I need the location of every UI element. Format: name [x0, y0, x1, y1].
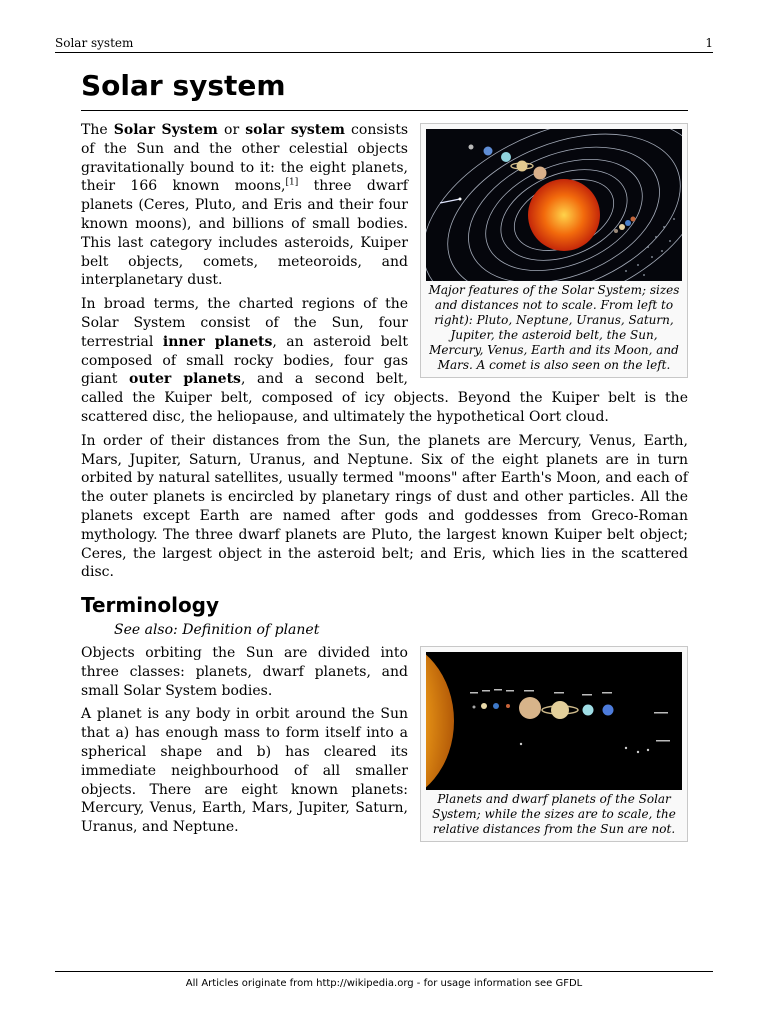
reference-link[interactable]: [1]	[285, 177, 299, 188]
running-header	[55, 35, 713, 53]
section-heading-terminology: Terminology	[81, 593, 220, 618]
figure-caption: Major features of the Solar System; sizes and distances not to scale. From left to right): Pluto, Neptune, Uranus, Saturn, Jupiter, the asteroid belt, the Sun, Mercury, Venus, Earth and its Moon, and Mars. A comet is also seen on the left.	[428, 283, 680, 372]
solar-system-image[interactable]	[426, 129, 682, 281]
article-body	[81, 121, 688, 848]
terminology-paragraph-1: Objects orbiting the Sun are divided into three classes: planets, dwarf planets, and small Solar System bodies.	[81, 644, 408, 699]
intro-paragraph-1: The Solar System or solar system consists of the Sun and the other celestial objects gravitationally bound to it: the eight planets, their 166 known moons,[1] three dwarf planets (Ceres, Pluto, and Eris and their four known moons), and billions of small bodies. This last category includes asteroids, Kuiper belt objects, comets, meteoroids, and interplanetary dust.	[81, 122, 409, 289]
running-header-title: Solar system	[55, 36, 134, 50]
figure-caption: Planets and dwarf planets of the Solar System; while the sizes are to scale, the relative distances from the Sun are not.	[432, 791, 676, 836]
footer-note: All Articles originate from http://wikipedia.org - for usage information see GFDL	[185, 978, 583, 989]
planets-image[interactable]	[426, 652, 682, 790]
footer-divider	[55, 971, 713, 972]
page-number: 1	[705, 36, 713, 50]
terminology-paragraph-2: A planet is any body in orbit around the Sun that a) has enough mass to form itself into a spherical shape and b) has cleared its immediate neighbourhood of all smaller objects. There are eight known planets: Mercury, Venus, Earth, Mars, Jupiter, Saturn, Uranus, and Neptune.	[81, 706, 408, 836]
article-title: Solar system	[81, 66, 688, 111]
see-also-note: See also: Definition of planet	[114, 622, 320, 639]
intro-paragraph-2: In broad terms, the charted regions of the Solar System consist of the Sun, four terrestrial inner planets, an asteroid belt composed of small rocky bodies, four gas giant outer planets, and a second belt, called the Kuiper belt, composed of icy objects. Beyond the Kuiper belt is the scattered disc, the heliopause, and ultimately the hypothetical Oort cloud.	[81, 296, 688, 425]
figure-solar-system	[420, 123, 688, 378]
intro-paragraph-3: In order of their distances from the Sun, the planets are Mercury, Venus, Earth, Mars, Jupiter, Saturn, Uranus, and Neptune. Six of the eight planets are in turn orbited by natural satellites, usually termed "moons" after Earth's Moon, and each of the outer planets is encircled by planetary rings of dust and other particles. All the planets except Earth are named after gods and goddesses from Greco-Roman mythology. The three dwarf planets are Pluto, the largest known Kuiper belt object; Ceres, the largest object in the asteroid belt; and Eris, which lies in the scattered disc.	[81, 432, 688, 581]
figure-planets	[420, 646, 688, 842]
